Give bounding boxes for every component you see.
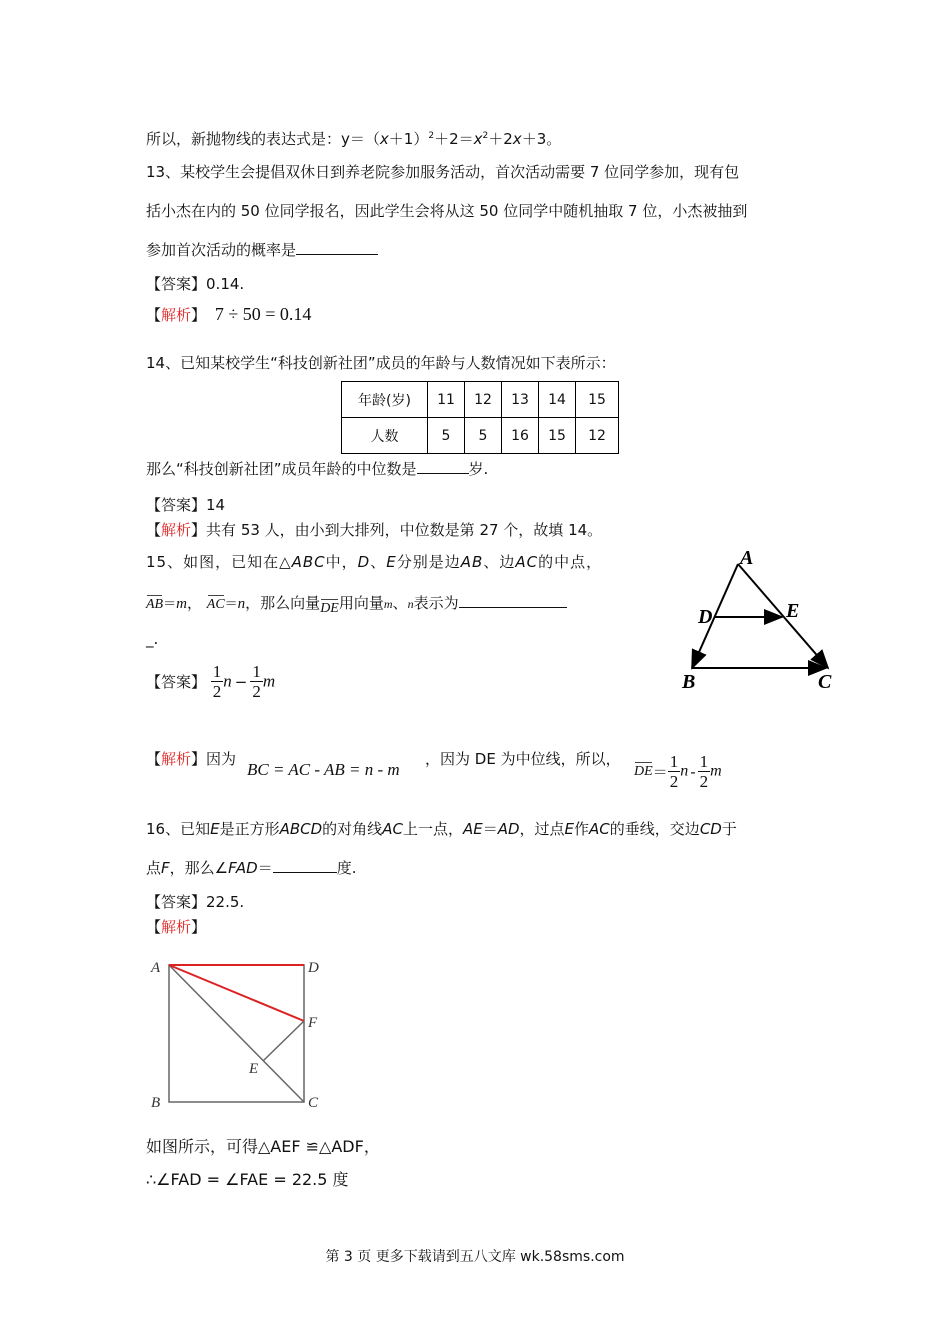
segment-cd: CD — [699, 820, 722, 838]
table-cell: 12 — [465, 382, 502, 418]
page-footer: 第 3 页 更多下载请到五八文库 wk.58sms.com — [325, 1249, 625, 1265]
angle-fad: FAD — [228, 859, 258, 877]
segment-ef — [263, 1021, 304, 1061]
table-cell: 5 — [428, 418, 465, 454]
answer-value: 22.5. — [206, 893, 245, 911]
text: 的中点， — [538, 553, 603, 571]
analysis-word: 解析 — [161, 521, 192, 539]
numerator: 1 — [212, 662, 222, 681]
bracket: 】 — [191, 918, 207, 936]
text: 15、如图，已知在△ — [146, 553, 292, 571]
point-e: E — [386, 553, 397, 571]
text: 用向量 — [338, 594, 384, 612]
segment-ac: AC — [589, 820, 610, 838]
vector-m: m — [710, 762, 722, 780]
segment-ac: AC — [515, 553, 539, 571]
q14-line2-text: 那么“科技创新社团”成员年龄的中位数是 — [146, 460, 417, 478]
text: ，那么∠ — [169, 859, 229, 877]
label-a: A — [740, 547, 754, 569]
answer-blank — [296, 240, 378, 255]
denominator: 2 — [252, 682, 261, 701]
table-header-age: 年龄(岁) — [342, 382, 428, 418]
text: 因为 — [206, 750, 237, 768]
label-e: E — [786, 600, 800, 622]
prev-solution-prefix: 所以，新抛物线的表达式是： — [146, 130, 342, 148]
q14-line2 — [146, 458, 488, 479]
expr-part: ＋2 — [488, 130, 513, 148]
de-result — [634, 752, 722, 791]
count-row — [342, 418, 619, 454]
text: ， — [186, 594, 202, 612]
q13-line1: 13、某校学生会提倡双休日到养老院参加服务活动，首次活动需要 7 位同学参加，现有包 — [146, 163, 740, 181]
vector-n: n — [237, 596, 246, 612]
denominator: 2 — [669, 772, 679, 791]
numerator: 1 — [252, 662, 261, 681]
label-a: A — [151, 960, 161, 976]
vector-m: m — [262, 671, 276, 691]
exponent: 2 — [428, 131, 435, 141]
text: ，过点 — [519, 820, 565, 838]
label-d: D — [698, 606, 713, 628]
equals: ＝ — [224, 597, 238, 612]
table-cell: 12 — [576, 418, 619, 454]
text: 点 — [146, 859, 162, 877]
diagonal-ac — [169, 965, 304, 1102]
square-figure — [145, 955, 335, 1115]
label-f: F — [308, 1015, 318, 1031]
label-d: D — [308, 960, 319, 976]
answer-value: 0.14. — [206, 275, 245, 293]
analysis-expression: 7 ÷ 50 = 0.14 — [214, 304, 312, 324]
bracket: 【 — [146, 918, 162, 936]
var-x: x — [473, 130, 483, 148]
triangle-figure — [670, 540, 850, 700]
text: ＝ — [257, 859, 273, 877]
numerator: 1 — [699, 752, 709, 771]
fraction — [698, 752, 711, 791]
analysis-word: 解析 — [161, 918, 192, 936]
age-row — [342, 382, 619, 418]
label-c: C — [308, 1095, 319, 1111]
text: 表示为 — [413, 594, 459, 612]
equals: ＝ — [163, 597, 177, 612]
vector-n: n — [680, 762, 689, 780]
expr-part: ＋1） — [388, 130, 429, 148]
because-midline: ，因为 DE 为中位线，所以， — [425, 750, 621, 768]
answer-label: 【答案】 — [146, 275, 207, 293]
age-table — [341, 381, 619, 454]
answer-value: 14 — [206, 496, 226, 514]
table-cell: 5 — [465, 418, 502, 454]
bracket: 】 — [191, 750, 207, 768]
label-b: B — [151, 1095, 161, 1111]
q16-conclusion1: 如图所示，可得△AEF ≌△ADF， — [146, 1137, 380, 1156]
point-e: E — [564, 820, 575, 838]
equals: ＝ — [652, 763, 668, 781]
square-name: ABCD — [279, 820, 323, 838]
text: 是正方形 — [219, 820, 280, 838]
minus: − — [234, 672, 248, 691]
bracket: 】 — [191, 306, 207, 324]
q14-analysis — [146, 519, 602, 540]
denominator: 2 — [699, 772, 709, 791]
fraction — [250, 662, 263, 701]
q13-line3 — [146, 239, 378, 260]
fraction — [211, 662, 224, 701]
q16-line2 — [146, 857, 356, 878]
table-cell: 16 — [502, 418, 539, 454]
var-x: x — [512, 130, 522, 148]
bracket: 【 — [146, 306, 162, 324]
q15-line2 — [146, 592, 567, 616]
point-f: F — [161, 859, 170, 877]
bracket: 【 — [146, 750, 162, 768]
bracket: 【 — [146, 521, 162, 539]
label-e: E — [249, 1061, 259, 1077]
vector-m: m — [383, 597, 393, 611]
text: 中， — [325, 553, 358, 571]
exponent: 2 — [482, 131, 489, 141]
expr-part: ＋2＝ — [434, 130, 474, 148]
q16-line1 — [146, 818, 737, 839]
point-e: E — [210, 820, 220, 838]
segment-af — [169, 965, 304, 1021]
text: ，那么向量 — [245, 594, 321, 612]
q14-line1: 14、已知某校学生“科技创新社团”成员的年龄与人数情况如下表所示： — [146, 354, 616, 372]
analysis-word: 解析 — [161, 750, 192, 768]
vector-de: DE — [320, 601, 339, 616]
q14-line2-unit: 岁. — [468, 460, 489, 478]
expr-part: ＋3。 — [521, 130, 562, 148]
analysis-text: 共有 53 人，由小到大排列，中位数是第 27 个，故填 14。 — [206, 521, 603, 539]
text: 、 — [370, 553, 387, 571]
text: 的对角线 — [322, 820, 383, 838]
segment-ad: AD — [497, 820, 520, 838]
vector-de: DE — [634, 763, 653, 779]
q14-answer — [146, 494, 225, 515]
vector-ab: AB — [146, 597, 164, 612]
q13-line3-text: 参加首次活动的概率是 — [146, 241, 297, 259]
q15-line1 — [146, 551, 602, 572]
text: 度. — [336, 859, 357, 877]
answer-blank — [459, 593, 567, 608]
q16-conclusion2: ∴∠FAD = ∠FAE = 22.5 度 — [146, 1170, 349, 1189]
analysis-word: 解析 — [161, 306, 192, 324]
table-cell: 11 — [428, 382, 465, 418]
answer-blank — [417, 459, 469, 474]
q15-answer — [146, 662, 275, 701]
numerator: 1 — [669, 752, 679, 771]
text: 分别是边 — [396, 553, 461, 571]
segment-ac: AC — [382, 820, 403, 838]
q15-analysis — [146, 748, 236, 769]
prev-solution-line — [146, 128, 561, 149]
q16-answer — [146, 891, 244, 912]
table-header-count: 人数 — [342, 418, 428, 454]
triangle-name: ABC — [291, 553, 326, 571]
answer-label: 【答案】 — [146, 893, 207, 911]
label-c: C — [818, 671, 832, 693]
q15-line3: _. — [146, 630, 159, 648]
table-cell: 13 — [502, 382, 539, 418]
text: 、 — [392, 594, 408, 612]
expr-part: y＝（ — [341, 130, 380, 148]
answer-blank — [273, 858, 337, 873]
text: 、边 — [483, 553, 516, 571]
table-cell: 15 — [576, 382, 619, 418]
q16-analysis — [146, 916, 206, 937]
q13-analysis — [146, 304, 311, 325]
vector-m: m — [176, 596, 187, 612]
fraction — [668, 752, 681, 791]
q13-line2: 括小杰在内的 50 位同学报名，因此学生会将从这 50 位同学中随机抽取 7 位，小杰被抽到 — [146, 202, 748, 220]
text: 作 — [574, 820, 590, 838]
segment-ae: AE — [462, 820, 483, 838]
text: 上一点， — [402, 820, 463, 838]
denominator: 2 — [212, 682, 222, 701]
vector-ac: AC — [206, 597, 225, 612]
table-cell: 14 — [539, 382, 576, 418]
text: 的垂线，交边 — [609, 820, 700, 838]
bracket: 】 — [191, 521, 207, 539]
minus: - — [690, 762, 696, 781]
answer-label: 【答案】 — [146, 673, 207, 691]
text: 16、已知 — [146, 820, 211, 838]
point-d: D — [357, 553, 371, 571]
var-x: x — [379, 130, 389, 148]
table-cell: 15 — [539, 418, 576, 454]
bc-expression: BC = AC - AB = n - m — [247, 760, 400, 779]
answer-label: 【答案】 — [146, 496, 207, 514]
equals: ＝ — [482, 820, 498, 838]
vector-n: n — [223, 671, 232, 691]
segment-ab: AB — [460, 553, 484, 571]
text: 于 — [721, 820, 737, 838]
vector-n: n — [407, 597, 414, 611]
label-b: B — [682, 671, 696, 693]
q13-answer — [146, 273, 244, 294]
